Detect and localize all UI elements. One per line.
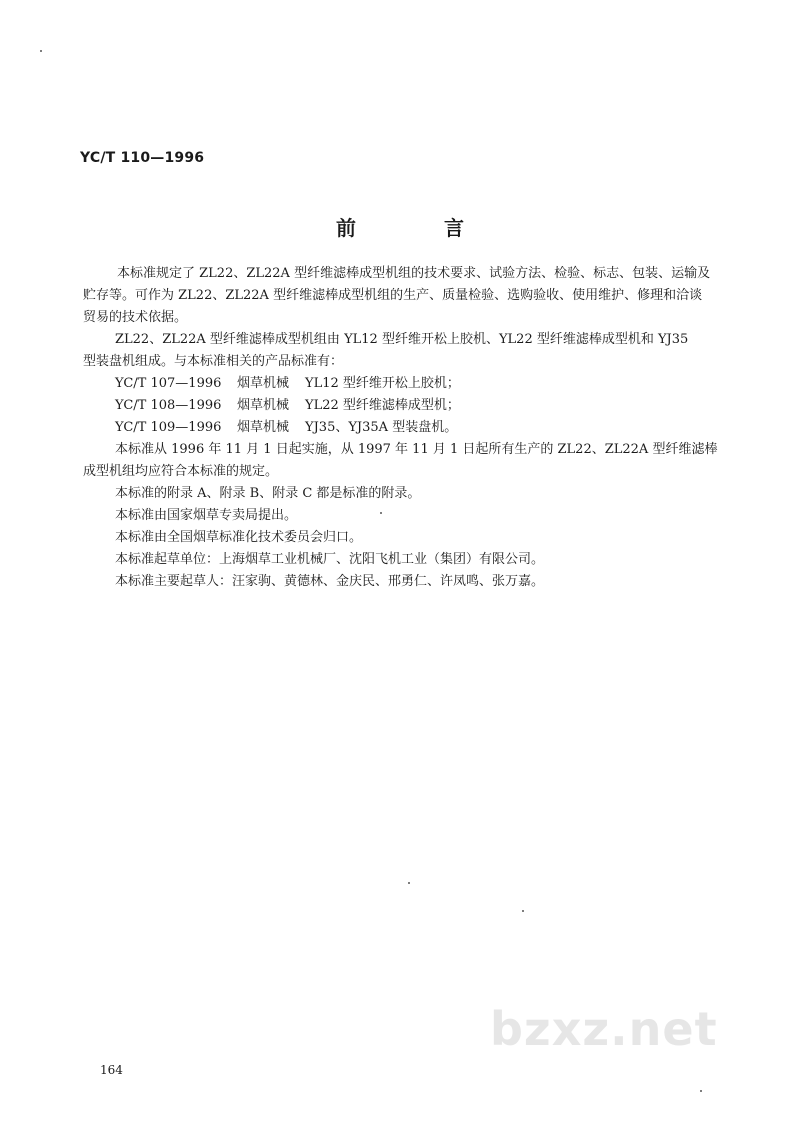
reference-name: YL12 型纤维开松上胶机； [305, 376, 460, 391]
scan-speck [408, 882, 410, 884]
reference-category: 烟草机械 [237, 376, 290, 391]
reference-code: YC/T 108—1996 [115, 398, 222, 413]
reference-code: YC/T 109—1996 [115, 420, 222, 435]
page-title: 前 言 [336, 216, 498, 240]
watermark: bzxz.net [490, 1002, 718, 1056]
page-number: 164 [100, 1063, 123, 1077]
scan-speck [522, 910, 524, 912]
note-line: 本标准由全国烟草标准化技术委员会归口。 [115, 530, 363, 545]
text-line: 本标准从 1996 年 11 月 1 日起实施，从 1997 年 11 月 1 日起所有生产的 ZL22、ZL22A 型纤维滤棒 [115, 442, 718, 457]
standard-code: YC/T 110—1996 [80, 150, 205, 166]
reference-name: YJ35、YJ35A 型装盘机。 [305, 420, 458, 435]
text-line: 贮存等。可作为 ZL22、ZL22A 型纤维滤棒成型机组的生产、质量检验、选购验收、使用维护、修理和洽谈 [83, 288, 703, 303]
note-line: 本标准主要起草人：汪家驹、黄德林、金庆民、邢勇仁、许凤鸣、张万嘉。 [115, 574, 545, 589]
paragraph-implementation [83, 439, 723, 483]
paragraph-scope [83, 263, 723, 329]
reference-code: YC/T 107—1996 [115, 376, 222, 391]
reference-item [115, 417, 723, 439]
text-line: 型装盘机组成。与本标准相关的产品标准有： [83, 354, 344, 369]
text-line: 成型机组均应符合本标准的规定。 [83, 464, 279, 479]
reference-item [115, 373, 723, 395]
scan-speck [380, 512, 382, 514]
reference-item [115, 395, 723, 417]
text-line: 贸易的技术依据。 [83, 310, 188, 325]
note-line: 本标准的附录 A、附录 B、附录 C 都是标准的附录。 [115, 486, 421, 501]
text-line: ZL22、ZL22A 型纤维滤棒成型机组由 YL12 型纤维开松上胶机、YL22 型纤维滤棒成型机和 YJ35 [115, 332, 689, 347]
text-line: 本标准规定了 ZL22、ZL22A 型纤维滤棒成型机组的技术要求、试验方法、检验、标志、包装、运输及 [117, 266, 711, 281]
scan-speck [700, 1090, 702, 1092]
foreword-body [83, 263, 723, 593]
note-line: 本标准起草单位：上海烟草工业机械厂、沈阳飞机工业（集团）有限公司。 [115, 552, 545, 567]
paragraph-composition [83, 329, 723, 373]
note-line: 本标准由国家烟草专卖局提出。 [115, 508, 298, 523]
reference-category: 烟草机械 [237, 420, 290, 435]
reference-name: YL22 型纤维滤棒成型机； [305, 398, 460, 413]
scan-speck [40, 50, 42, 52]
reference-category: 烟草机械 [237, 398, 290, 413]
